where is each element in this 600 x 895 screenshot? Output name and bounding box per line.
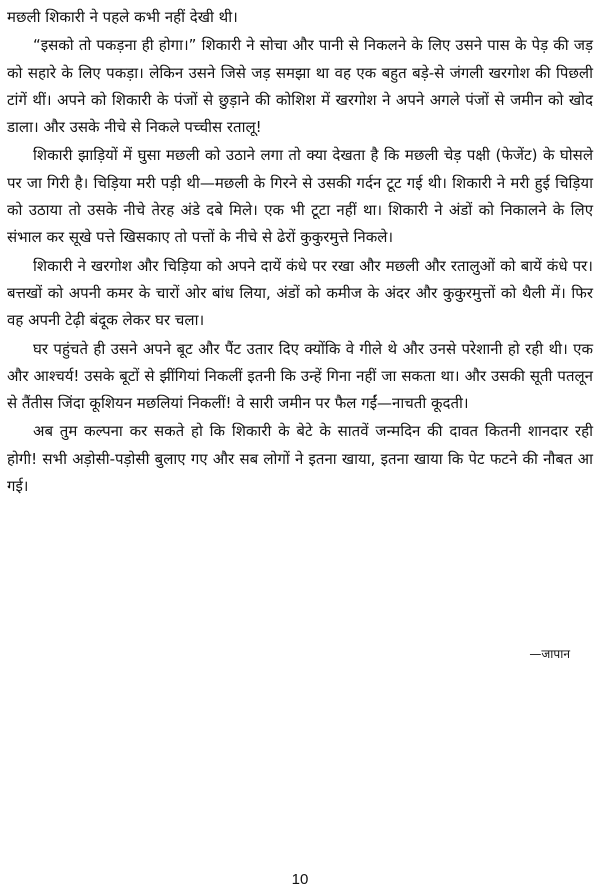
- paragraph-3: शिकारी झाड़ियों में घुसा मछली को उठाने लगा तो क्या देखता है कि मछली चेड़ पक्षी (फेजेंट) के घोसले पर जा गिरी है। चिड़िया मरी पड़ी थी—मछली के गिरने से उसकी गर्दन टूट गई थी। शिकारी ने मरी हुई चिड़िया को उठाया तो उसके नीचे तेरह अंडे दबे मिले। एक भी टूटा नहीं था। शिकारी ने अंडों को निकालने के लिए संभाल कर सूखे पत्ते खिसकाए तो पत्तों के नीचे से ढेरों कुकुरमुत्ते निकले।: [7, 146, 593, 247]
- story-attribution: —जापान: [529, 647, 570, 661]
- page-number: 10: [291, 871, 309, 888]
- paragraph-5: घर पहुंचते ही उसने अपने बूट और पैंट उतार दिए क्योंकि वे गीले थे और उनसे परेशानी हो रही थी। एक और आश्चर्य! उसके बूटों से झींगियां निकलीं इतनी कि उन्हें गिना नहीं जा सकता था। और उसकी सूती पतलून से तैंतीस जिंदा कूशियन मछलियां निकलीं! वे सारी जमीन पर फैल गईं—नाचती कूदती।: [7, 339, 593, 413]
- paragraph-1: मछली शिकारी ने पहले कभी नहीं देखी थी।: [7, 8, 238, 26]
- story-text: [7, 4, 593, 501]
- paragraph-2: “इसको तो पकड़ना ही होगा।” शिकारी ने सोचा और पानी से निकलने के लिए उसने पास के पेड़ की जड़ को सहारे के लिए पकड़ा। लेकिन उसने जिसे जड़ समझा था वह एक बहुत बड़े-से जंगली खरगोश की पिछली टांगें थीं। अपने को शिकारी के पंजों से छुड़ाने की कोशिश में खरगोश ने अपने अगले पंजों से जमीन को खोद डाला। और उसके नीचे से निकले पच्चीस रतालू!: [7, 36, 593, 137]
- paragraph-6: अब तुम कल्पना कर सकते हो कि शिकारी के बेटे के सातवें जन्मदिन की दावत कितनी शानदार रही होगी! सभी अड़ोसी-पड़ोसी बुलाए गए और सब लोगों ने इतना खाया, इतना खाया कि पेट फटने की नौबत आ गई।: [7, 422, 593, 496]
- paragraph-4: शिकारी ने खरगोश और चिड़िया को अपने दायें कंधे पर रखा और मछली और रतालुओं को बायें कंधे पर। बत्तखों को अपनी कमर के चारों ओर बांध लिया, अंडों को कमीज के अंदर और कुकुरमुत्तों को थैली में। फिर वह अपनी टेढ़ी बंदूक लेकर घर चला।: [7, 256, 593, 330]
